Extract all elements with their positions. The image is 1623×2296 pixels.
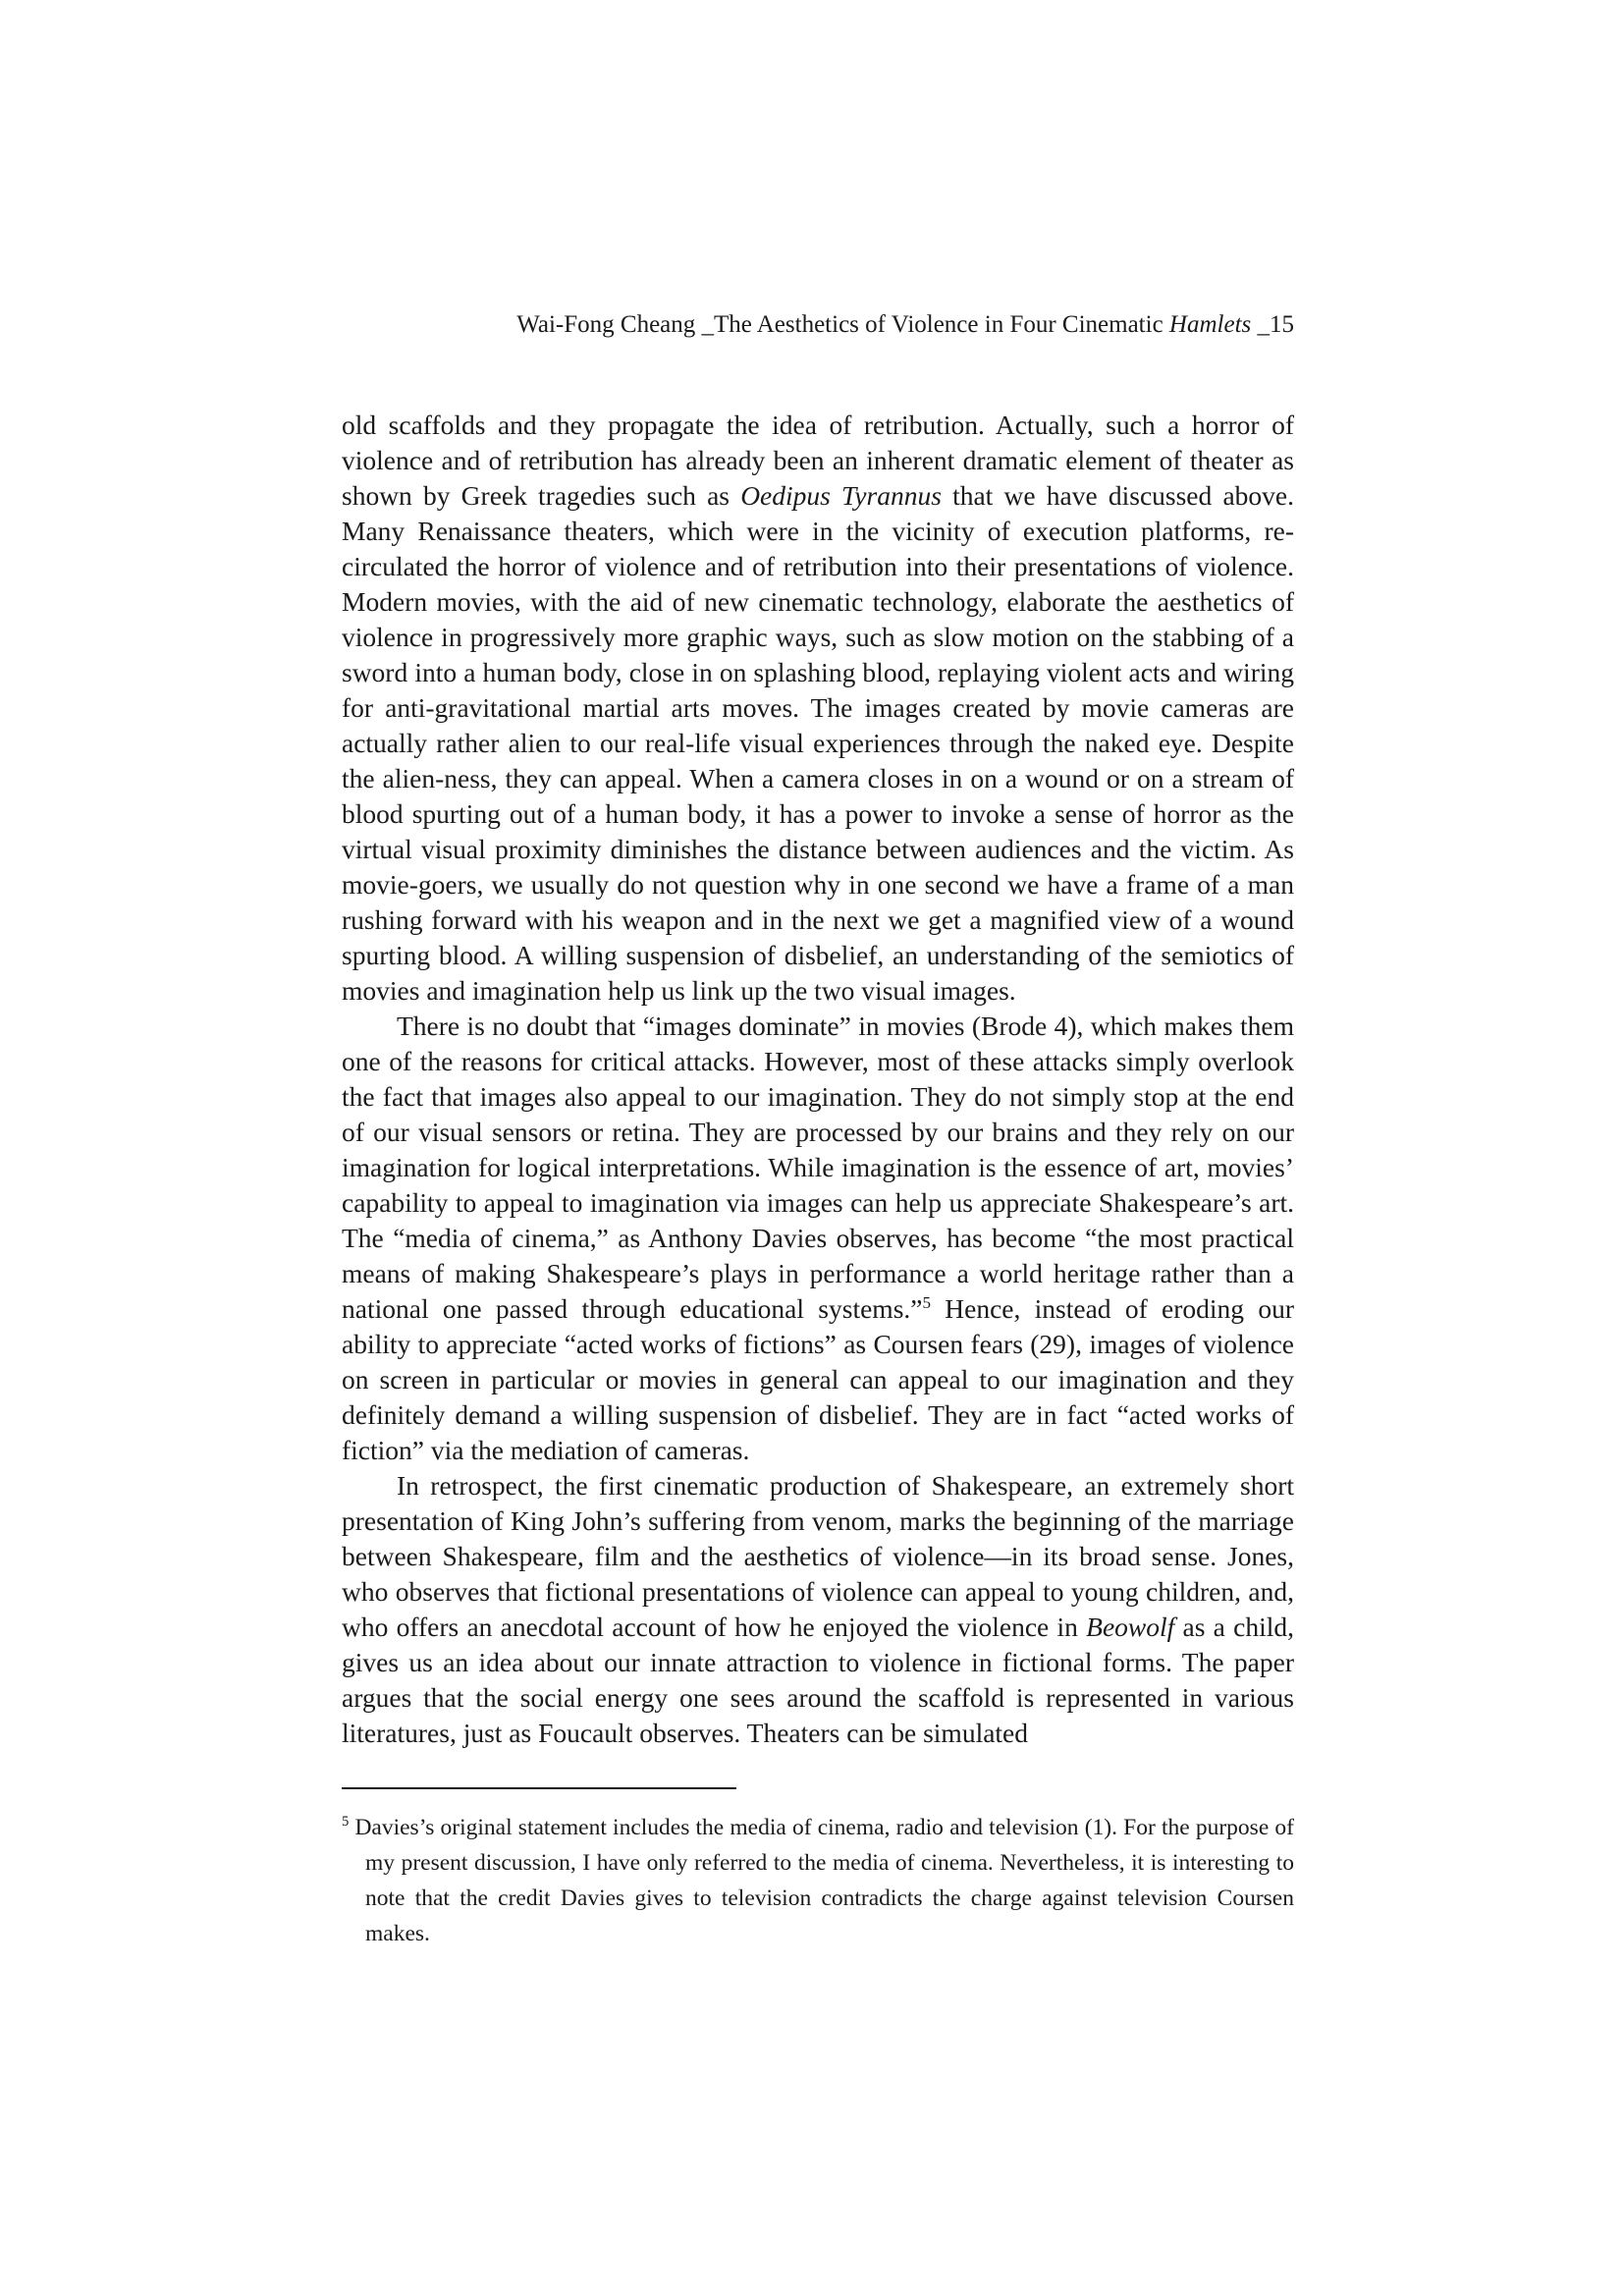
paragraph-1-part-1: old scaffolds and they propagate the idea of retribution. Actually, such a horror of violence and of retribution has already been an inherent dramatic element of theater as shown by Greek tragedies such as — [342, 410, 1294, 511]
header-author-title: Wai-Fong Cheang _The Aesthetics of Violence in Four Cinematic — [516, 311, 1169, 338]
paragraph-2-part-2: Hence, instead of eroding our ability to appreciate “acted works of fictions” as Coursen fears (29), images of violence on screen in particular or movies in general can appeal to our imagination and they definitely demand a willing suspension of disbelief. They are in fact “acted works of fiction” via the mediation of cameras. — [342, 1293, 1294, 1465]
footnote-reference: 5 — [922, 1292, 931, 1312]
footnote-number: 5 — [342, 1814, 350, 1831]
header-title-italic: Hamlets — [1168, 311, 1252, 338]
paragraph-3-part-1: In retrospect, the first cinematic production of Shakespeare, an extremely short presentation of King John’s suffering from venom, marks the beginning of the marriage between Shakespeare, film and the aesthetics of violence—in its broad sense. Jones, who observes that fictional presentations of violence can appeal to young children, and, who offers an anecdotal account of how he enjoyed the violence in — [342, 1470, 1294, 1642]
paragraph-2 — [342, 1009, 1294, 1468]
page-number: _15 — [1251, 311, 1294, 338]
paragraph-3-part-2: as a child, gives us an idea about our innate attraction to violence in fictional forms. The paper argues that the social energy one sees around the scaffold is represented in various literatures, just as Foucault observes. Theaters can be simulated — [342, 1612, 1294, 1748]
running-header — [342, 307, 1294, 343]
italic-title-oedipus: Oedipus Tyrannus — [740, 480, 942, 511]
footnote-divider — [342, 1787, 736, 1789]
footnote — [342, 1810, 1294, 1951]
italic-title-beowolf: Beowolf — [1086, 1612, 1175, 1642]
paragraph-1-part-2: that we have discussed above. Many Renaissance theaters, which were in the vicinity of execution platforms, re-circulated the horror of violence and of retribution into their presentations of violence. Modern movies, with the aid of new cinematic technology, elaborate the aesthetics of violence in progressively more graphic ways, such as slow motion on the stabbing of a sword into a human body, close in on splashing blood, replaying violent acts and wiring for anti-gravitational martial arts moves. The images created by movie cameras are actually rather alien to our real-life visual experiences through the naked eye. Despite the alien-ness, they can appeal. When a camera closes in on a wound or on a stream of blood spurting out of a human body, it has a power to invoke a sense of horror as the virtual visual proximity diminishes the distance between audiences and the victim. As movie-goers, we usually do not question why in one second we have a frame of a man rushing forward with his weapon and in the next we get a magnified view of a wound spurting blood. A willing suspension of disbelief, an understanding of the semiotics of movies and imagination help us link up the two visual images. — [342, 480, 1294, 1006]
paragraph-3 — [342, 1468, 1294, 1751]
footnote-text: Davies’s original statement includes the media of cinema, radio and television (1). For the purpose of my present discussion, I have only referred to the media of cinema. Nevertheless, it is interesting to note that the credit Davies gives to television contradicts the charge against television Coursen makes. — [349, 1815, 1294, 1946]
paragraph-1 — [342, 408, 1294, 1009]
body-text — [342, 408, 1294, 1751]
paragraph-2-part-1: There is no doubt that “images dominate” in movies (Brode 4), which makes them one of the reasons for critical attacks. However, most of these attacks simply overlook the fact that images also appeal to our imagination. They do not simply stop at the end of our visual sensors or retina. They are processed by our brains and they rely on our imagination for logical interpretations. While imagination is the essence of art, movies’ capability to appeal to imagination via images can help us appreciate Shakespeare’s art. The “media of cinema,” as Anthony Davies observes, has become “the most practical means of making Shakespeare’s plays in performance a world heritage rather than a national one passed through educational systems.” — [342, 1011, 1294, 1324]
